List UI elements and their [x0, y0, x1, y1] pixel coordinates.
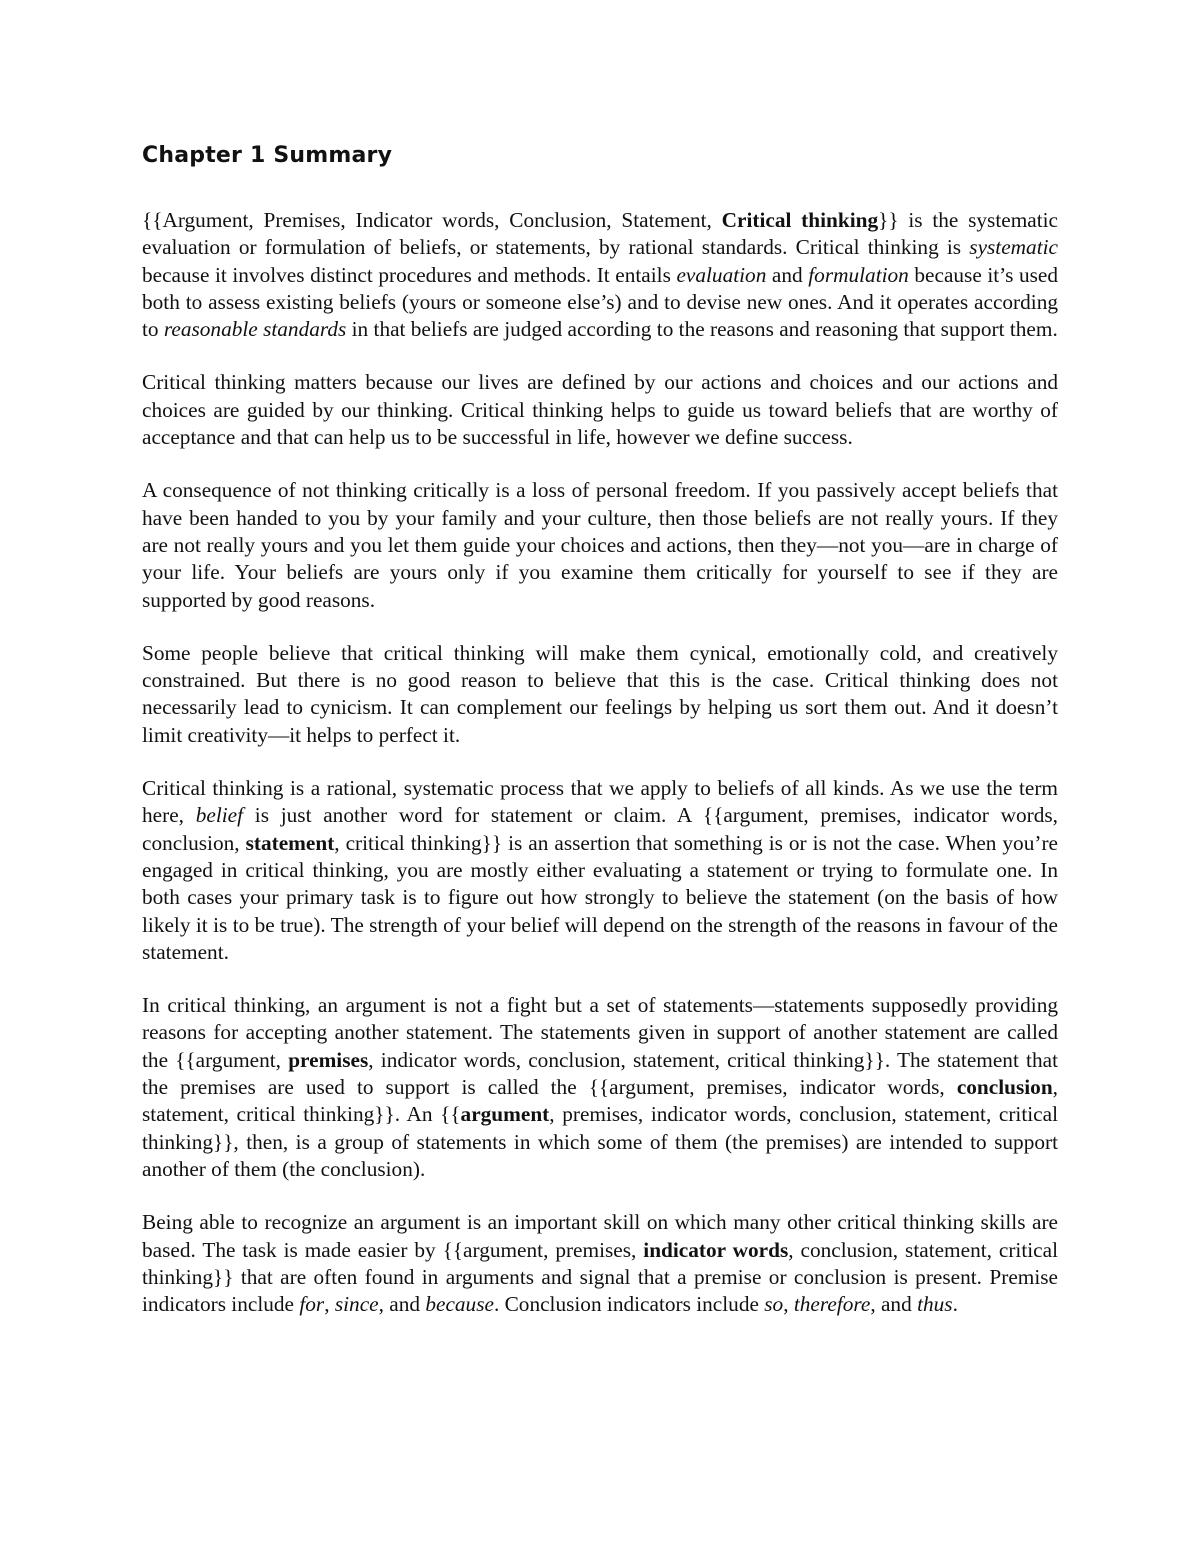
- text-run: Some people believe that critical thinking will make them cynical, emotionally cold, and creatively constrained. But there is no good reason to believe that this is the case. Critical thinking does not necessarily lead to cynicism. It can complement our feelings by helping us sort them out. And it doesn’t limit creativity—it helps to perfect it.: [142, 640, 1058, 747]
- paragraph-5: [142, 775, 1058, 966]
- text-run: in that beliefs are judged according to the reasons and reasoning that support them.: [346, 317, 1058, 342]
- text-run: , indicator words, conclusion, statement, critical thinking}}. The statement that the premises are used to support is called the {{argument, premises, indicator words,: [142, 1047, 1058, 1100]
- text-run: A consequence of not thinking critically is a loss of personal freedom. If you passively accept beliefs that have been handed to you by your family and your culture, then those beliefs are not really yours. If they are not really yours and you let them guide your choices and actions, then they—not you—are in charge of your life. Your beliefs are yours only if you examine them critically for yourself to see if they are supported by good reasons.: [142, 478, 1058, 612]
- text-run: , critical thinking}} is an assertion that something is or is not the case. When you’re engaged in critical thinking, you are mostly either evaluating a statement or trying to formulate one. In both cases your primary task is to figure out how strongly to believe the statement (on the basis of how likely it is to be true). The strength of your belief will depend on the strength of the reasons in favour of the statement.: [142, 830, 1058, 964]
- text-run: Critical thinking matters because our lives are defined by our actions and choices and our actions and choices are guided by our thinking. Critical thinking helps to guide us toward beliefs that are worthy of acceptance and that can help us to be successful in life, however we define success.: [142, 370, 1058, 450]
- italic-term: evaluation: [676, 262, 767, 287]
- bold-term: conclusion: [956, 1075, 1053, 1100]
- bold-term: argument: [460, 1102, 550, 1127]
- text-run: is just another word for statement or claim. A {{argument, premises, indicator words, conclusion,: [142, 803, 1058, 855]
- paragraph-3: [142, 477, 1058, 613]
- text-run: because it involves distinct procedures and methods. It entails: [142, 262, 677, 287]
- italic-term: for: [299, 1292, 325, 1317]
- paragraph-1: [142, 207, 1058, 343]
- page-title: Chapter 1 Summary: [142, 143, 393, 168]
- paragraph-4: [142, 640, 1058, 749]
- paragraph-2: [142, 369, 1058, 451]
- text-run: Critical thinking is a rational, systematic process that we apply to beliefs of all kinds. As we use the term here,: [142, 776, 1058, 828]
- text-run: ,: [324, 1292, 335, 1317]
- italic-term: because: [425, 1292, 494, 1317]
- text-run: Being able to recognize an argument is an important skill on which many other critical thinking skills are based. The task is made easier by {{argument, premises,: [142, 1210, 1058, 1262]
- italic-term: therefore: [793, 1292, 871, 1317]
- italic-term: since: [334, 1292, 379, 1317]
- document-body: [142, 207, 1058, 1344]
- text-run: , and: [378, 1292, 426, 1317]
- bold-term: Critical thinking: [721, 208, 879, 232]
- italic-term: so: [764, 1292, 784, 1317]
- text-run: . Conclusion indicators include: [493, 1292, 765, 1317]
- text-run: , and: [870, 1292, 918, 1317]
- italic-term: reasonable standards: [163, 317, 347, 342]
- italic-term: belief: [195, 803, 244, 828]
- italic-term: thus: [917, 1292, 953, 1317]
- bold-term: premises: [288, 1047, 369, 1072]
- text-run: , statement, critical thinking}}. An {{: [142, 1075, 1058, 1127]
- paragraph-7: [142, 1209, 1058, 1318]
- text-run: because it’s used both to assess existing beliefs (yours or someone else’s) and to devise new ones. And it operates according to: [142, 262, 1058, 342]
- bold-term: indicator words: [643, 1237, 789, 1262]
- text-run: and: [766, 262, 809, 287]
- text-run: , conclusion, statement, critical thinking}} that are often found in arguments and signal that a premise or conclusion is present. Premise indicators include: [142, 1237, 1059, 1317]
- paragraph-6: [142, 992, 1058, 1183]
- text-run: , premises, indicator words, conclusion, statement, critical thinking}}, then, is a group of statements in which some of them (the premises) are intended to support another of them (the conclusion).: [142, 1102, 1058, 1181]
- text-run: {{Argument, Premises, Indicator words, Conclusion, Statement,: [142, 208, 722, 232]
- text-run: ,: [783, 1292, 794, 1317]
- bold-term: statement: [245, 830, 335, 855]
- text-run: In critical thinking, an argument is not a fight but a set of statements—statements supposedly providing reasons for accepting another statement. The statements given in support of another statement are called the {{argument,: [142, 993, 1058, 1072]
- text-run: .: [952, 1292, 958, 1317]
- italic-term: formulation: [808, 262, 909, 287]
- text-run: }} is the systematic evaluation or formulation of beliefs, or statements, by rational standards. Critical thinking is: [142, 208, 1058, 260]
- italic-term: systematic: [969, 235, 1058, 260]
